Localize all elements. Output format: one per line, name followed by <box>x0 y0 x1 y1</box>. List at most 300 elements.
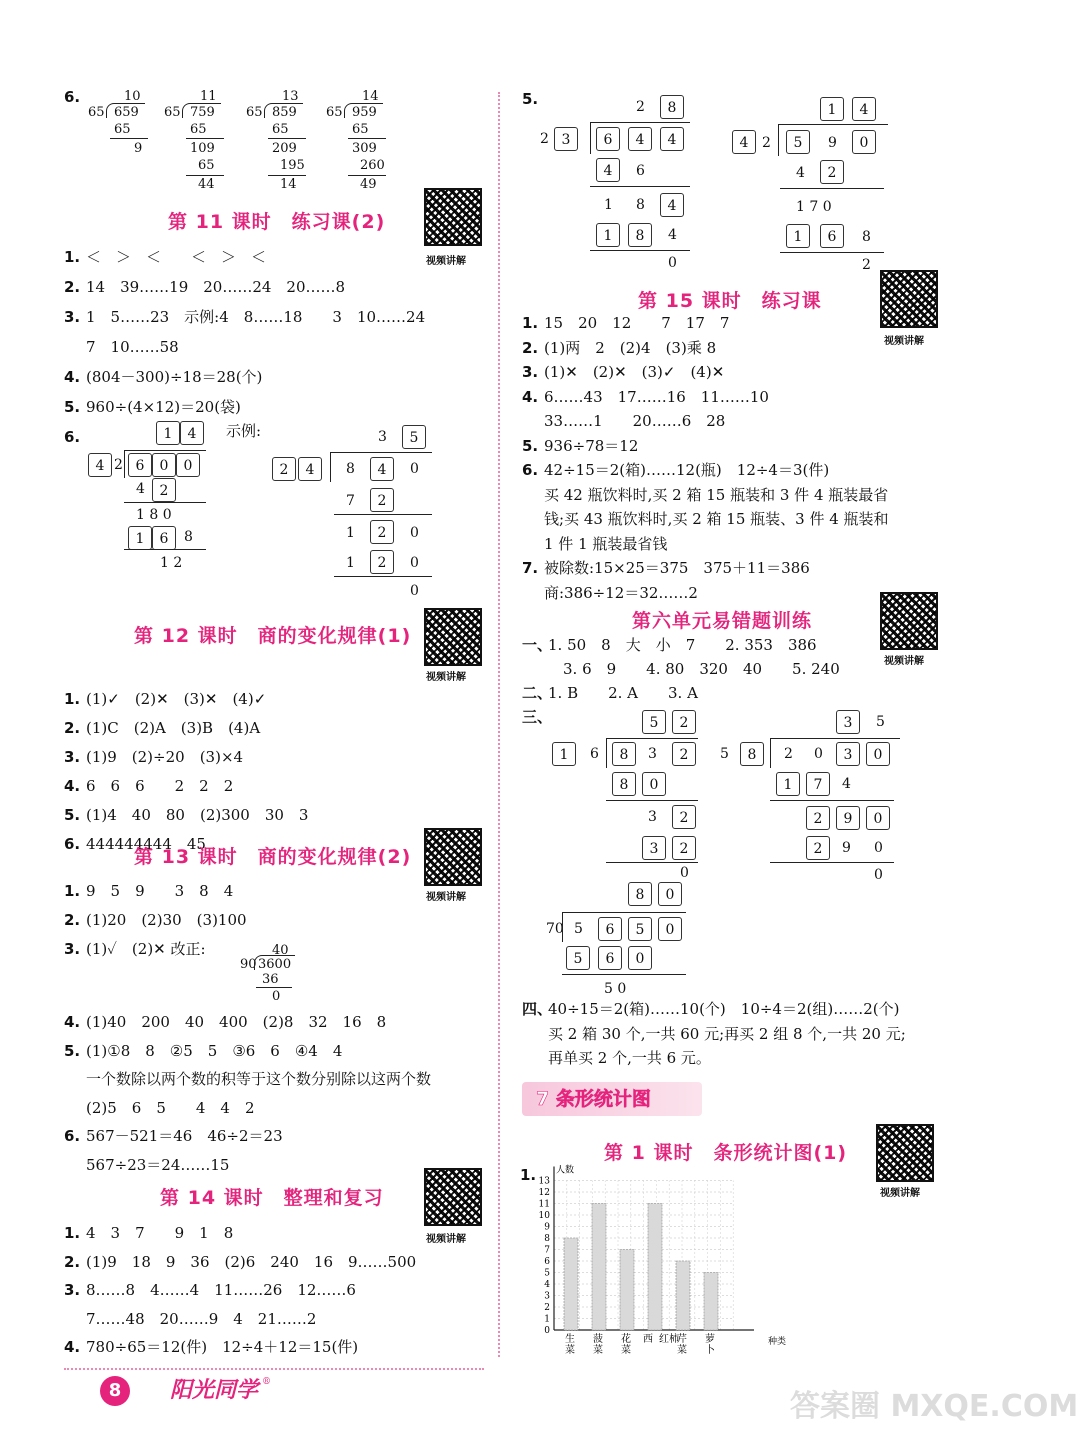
x-tick-label: 菜 <box>593 1345 603 1356</box>
answer-text: 14 39……19 20……24 20……8 <box>86 278 346 296</box>
digit-box: 8 <box>660 95 684 119</box>
x-tick-label: 红 <box>659 1334 669 1345</box>
digit-box: 1 <box>552 742 576 766</box>
digit-box: 2 <box>272 457 296 481</box>
item-number: 一、 <box>522 636 553 654</box>
y-tick-label: 8 <box>544 1234 550 1244</box>
rule-line <box>770 738 900 739</box>
digit-box: 8 <box>628 882 652 906</box>
partial: 65 <box>352 122 369 137</box>
bracket-line <box>330 452 331 482</box>
digit: 6 <box>590 746 599 762</box>
digit: 5 <box>876 714 885 730</box>
digit-box: 7 <box>806 772 830 796</box>
item-number: 5. <box>64 806 81 824</box>
rule-line <box>348 138 386 139</box>
item-number: 1. <box>522 314 539 332</box>
answer-text: 4 3 7 9 1 8 <box>86 1224 234 1242</box>
digit-box: 4 <box>88 453 112 477</box>
remainder: 209 <box>272 141 297 156</box>
digit: 5 0 <box>604 981 627 997</box>
rule-line <box>186 138 224 139</box>
digit-box: 4 <box>298 457 322 481</box>
answer-text: (804－300)÷18＝28(个) <box>86 368 263 386</box>
answer-text: 960÷(4×12)＝20(袋) <box>86 398 241 416</box>
digit-box: 6 <box>598 917 622 941</box>
digit-box: 0 <box>658 882 682 906</box>
digit-box: 0 <box>658 917 682 941</box>
example-label: 示例: <box>226 422 262 440</box>
bracket-line <box>124 450 125 478</box>
answer-text: 42÷15＝2(箱)……12(瓶) 12÷4＝3(件) <box>544 461 830 479</box>
item-number: 4. <box>64 1013 81 1031</box>
heading-lesson-14: 第 14 课时 整理和复习 <box>160 1187 384 1209</box>
answer-text: (1)两 2 (2)4 (3)乘 8 <box>544 338 717 357</box>
item-number: 3. <box>64 308 81 326</box>
answer-text: 1. 50 8 大 小 7 2. 353 386 <box>548 636 817 654</box>
item-number: 二、 <box>522 684 553 702</box>
answer-text: (1)9 18 9 36 (2)6 240 16 9……500 <box>86 1252 417 1271</box>
qr-label: 视频讲解 <box>426 672 466 683</box>
bracket-line <box>778 124 779 156</box>
y-tick-label: 2 <box>544 1303 550 1313</box>
digit: 9 <box>828 135 837 151</box>
remainder: 14 <box>280 177 297 192</box>
digit-box: 1 <box>596 223 620 247</box>
digit: 3 <box>378 429 387 445</box>
rule-line <box>562 974 686 975</box>
dividend: 859 <box>272 105 297 120</box>
remainder: 109 <box>190 141 215 156</box>
y-axis-label: 人数 <box>556 1165 575 1176</box>
rule-line <box>268 175 306 176</box>
answer-text: 买 2 箱 30 个,一共 60 元;再买 2 组 8 个,一共 20 元; <box>548 1024 906 1043</box>
item-number: 4. <box>64 777 81 795</box>
rule-line <box>110 138 148 139</box>
qr-label: 视频讲解 <box>426 256 466 267</box>
remainder: 309 <box>352 141 377 156</box>
answer-text: 被除数:15×25＝375 375＋11＝386 <box>544 559 810 577</box>
bracket-line <box>606 738 607 768</box>
item-number: 2. <box>64 719 81 737</box>
digit-box: 0 <box>866 806 890 830</box>
answer-text: (1)✓ (2)✕ (3)✕ (4)✓ <box>86 690 267 708</box>
chart-q-label: 1. <box>520 1166 537 1184</box>
divisor: 65 <box>246 105 263 120</box>
digit: 8 <box>184 529 193 545</box>
rule-line <box>268 138 306 139</box>
digit-box: 6 <box>820 224 844 248</box>
item-number: 5. <box>522 436 539 455</box>
digit: 1 7 0 <box>796 199 832 215</box>
item-number: 4. <box>64 368 81 386</box>
digit-box: 0 <box>176 453 200 477</box>
quotient: 40 <box>272 943 289 958</box>
bar-菠菜 <box>592 1204 606 1331</box>
qr-code-icon <box>880 592 938 650</box>
digit-box: 5 <box>402 425 426 449</box>
qr-label: 视频讲解 <box>426 892 466 903</box>
item-number: 3. <box>64 748 81 766</box>
answer-text: (1)9 (2)÷20 (3)×4 <box>86 748 244 766</box>
bar-西红柿 <box>648 1204 662 1331</box>
y-tick-label: 3 <box>544 1291 550 1302</box>
watermark: 答案圈 MXQE.COM <box>790 1389 1078 1424</box>
qr-label: 视频讲解 <box>884 656 924 667</box>
dividend: 3600 <box>258 957 292 972</box>
digit-box: 3 <box>836 742 860 766</box>
divisor: 65 <box>164 105 181 120</box>
digit-box: 4 <box>732 130 756 154</box>
item-number: 1. <box>64 690 81 708</box>
item-number: 1. <box>64 248 81 266</box>
rule-line <box>124 450 206 451</box>
digit-box: 0 <box>852 130 876 154</box>
q6-label: 6. <box>64 88 81 106</box>
item-number: 三、 <box>522 708 553 726</box>
answer-text: 567÷23＝24……15 <box>86 1155 230 1174</box>
answer-text: 7……48 20……9 4 21……2 <box>86 1309 317 1328</box>
unit-banner <box>522 1082 702 1116</box>
item-number: 2. <box>64 1252 81 1271</box>
digit-box: 1 <box>156 421 180 445</box>
digit: 7 <box>346 493 355 509</box>
rule-line <box>770 862 894 863</box>
x-tick-label: 菜 <box>677 1345 687 1356</box>
digit-box: 2 <box>152 478 176 502</box>
rule-line <box>124 549 206 550</box>
item-number: 6. <box>522 461 539 479</box>
digit: 0 <box>410 555 419 571</box>
answer-text: 9 5 9 3 8 4 <box>86 882 234 900</box>
answer-text: 1. B 2. A 3. A <box>548 684 698 702</box>
bar-芹菜 <box>676 1261 690 1330</box>
digit-box: 4 <box>660 127 684 151</box>
x-axis-label: 种类 <box>768 1337 787 1347</box>
y-tick-label: 7 <box>544 1245 550 1256</box>
item-number: 7. <box>522 559 539 577</box>
answer-text: ＜ ＞ ＜ ＜ ＞ ＜ <box>86 248 267 266</box>
x-tick-label: 西 <box>643 1334 653 1345</box>
digit-box: 5 <box>628 917 652 941</box>
remainder: 49 <box>360 177 377 192</box>
digit-box: 0 <box>642 772 666 796</box>
rule-line <box>606 800 698 801</box>
heading-lesson-11: 第 11 课时 练习课(2) <box>168 211 386 233</box>
digit-box: 2 <box>672 805 696 829</box>
x-tick-label: 花 <box>621 1334 631 1345</box>
digit-box: 4 <box>628 127 652 151</box>
digit: 2 <box>540 131 549 147</box>
dividend: 959 <box>352 105 377 120</box>
y-tick-label: 1 <box>544 1314 550 1325</box>
digit-box: 1 <box>128 526 152 550</box>
rule-line <box>330 452 432 453</box>
digit-box: 5 <box>642 710 666 734</box>
digit-box: 2 <box>370 550 394 574</box>
rule-line <box>780 188 884 189</box>
item-number: 2. <box>522 338 539 357</box>
digit: 4 <box>136 481 145 497</box>
digit: 4 <box>796 165 805 181</box>
rule-line <box>348 175 386 176</box>
answer-text: 7 10……58 <box>86 338 179 356</box>
digit: 2 <box>114 457 123 473</box>
digit-box: 2 <box>672 742 696 766</box>
heading-unit-errors: 第六单元易错题训练 <box>632 610 813 632</box>
x-tick-label: 菜 <box>565 1345 575 1356</box>
answer-text: (1)C (2)A (3)B (4)A <box>86 719 261 737</box>
digit: 1 <box>604 197 613 213</box>
x-tick-label: 菠 <box>593 1334 603 1345</box>
digit: 2 <box>636 99 645 115</box>
remainder: 9 <box>134 141 143 156</box>
partial: 65 <box>272 122 289 137</box>
digit: 1 <box>346 525 355 541</box>
digit-box: 9 <box>836 806 860 830</box>
item-number: 四、 <box>522 1000 553 1018</box>
digit-box: 4 <box>660 193 684 217</box>
digit-box: 5 <box>786 130 810 154</box>
digit-box: 8 <box>612 742 636 766</box>
answer-text: 钱;买 43 瓶饮料时,买 2 箱 15 瓶装、3 件 4 瓶装和 <box>544 510 889 528</box>
digit-box: 3 <box>554 127 578 151</box>
digit-box: 2 <box>820 160 844 184</box>
bracket-line <box>770 738 771 768</box>
rule-line <box>334 576 432 577</box>
heading-lesson-13: 第 13 课时 商的变化规律(2) <box>134 846 412 868</box>
rule-line <box>256 987 292 988</box>
digit: 8 <box>636 197 645 213</box>
digit-box: 0 <box>866 742 890 766</box>
heading-lesson-15: 第 15 课时 练习课 <box>638 290 822 312</box>
quotient: 13 <box>282 89 299 104</box>
bar-生菜 <box>564 1238 578 1330</box>
rule-line <box>590 250 690 251</box>
unit-banner-title: 7 条形统计图 <box>536 1088 651 1110</box>
digit-box: 2 <box>672 710 696 734</box>
answer-text: (1)①8 8 ②5 5 ③6 6 ④4 4 <box>86 1041 343 1060</box>
answer-text: (2)5 6 5 4 4 2 <box>86 1098 255 1117</box>
answer-text: (1)✕ (2)✕ (3)✓ (4)✕ <box>544 363 725 381</box>
digit-box: 0 <box>628 946 652 970</box>
bar-花菜 <box>620 1250 634 1331</box>
digit: 2 <box>862 257 871 273</box>
y-tick-label: 11 <box>538 1199 550 1210</box>
item-number: 1. <box>64 882 81 900</box>
answer-text: 936÷78＝12 <box>544 436 639 455</box>
item-number: 1. <box>64 1224 81 1242</box>
answer-text: 再单买 2 个,一共 6 元。 <box>548 1049 711 1067</box>
x-tick-label: 菜 <box>621 1345 631 1356</box>
digit: 3 <box>648 809 657 825</box>
digit: 8 <box>346 461 355 477</box>
digit-box: 8 <box>612 772 636 796</box>
digit: 5 <box>720 746 729 762</box>
item-number: 2. <box>64 911 81 929</box>
item-number: 3. <box>522 363 539 381</box>
answer-text: 444444444 45 <box>86 835 206 853</box>
digit: 4 <box>842 776 851 792</box>
x-tick-label: 芹 <box>677 1334 687 1345</box>
rule-line <box>590 122 690 123</box>
qr-label: 视频讲解 <box>426 1234 466 1245</box>
item-number: 6. <box>64 428 81 446</box>
brand-reg: ® <box>262 1377 271 1387</box>
remainder: 44 <box>198 177 215 192</box>
digit: 1 2 <box>160 555 183 571</box>
rule-line <box>770 800 894 801</box>
partial: 260 <box>360 158 385 173</box>
qr-code-icon <box>424 608 482 666</box>
answer-text: 567－521＝46 46÷2＝23 <box>86 1127 283 1145</box>
digit: 4 <box>668 227 677 243</box>
partial: 65 <box>114 122 131 137</box>
digit-box: 2 <box>806 806 830 830</box>
dividend: 659 <box>114 105 139 120</box>
answer-text: 3. 6 9 4. 80 320 40 5. 240 <box>548 660 840 678</box>
qr-label: 视频讲解 <box>884 336 924 347</box>
answer-text: 6 6 6 2 2 2 <box>86 777 234 795</box>
rule-line <box>186 175 224 176</box>
answer-text: (1)40 200 40 400 (2)8 32 16 8 <box>86 1013 387 1031</box>
qr-code-icon <box>880 270 938 328</box>
answer-text: 一个数除以两个数的积等于这个数分别除以这两个数 <box>86 1070 432 1088</box>
y-tick-label: 10 <box>538 1211 550 1221</box>
y-tick-label: 5 <box>544 1268 550 1279</box>
footer-rule <box>64 1368 484 1370</box>
brand-logo: 阳光同学 <box>170 1378 259 1403</box>
qr-code-icon <box>424 828 482 886</box>
quotient: 11 <box>200 89 217 104</box>
digit-box: 3 <box>836 710 860 734</box>
item-number: 5. <box>64 398 81 416</box>
digit: 8 <box>862 229 871 245</box>
digit-box: 2 <box>370 520 394 544</box>
y-tick-label: 12 <box>538 1188 550 1198</box>
bracket-line <box>590 122 591 154</box>
rule-line <box>606 738 698 739</box>
item-number: 4. <box>522 387 539 406</box>
digit-box: 4 <box>370 457 394 481</box>
digit: 5 <box>574 921 583 937</box>
digit: 0 <box>680 865 689 881</box>
remainder: 0 <box>272 989 281 1004</box>
y-tick-label: 13 <box>538 1176 550 1187</box>
quotient: 10 <box>124 89 141 104</box>
digit: 0 <box>668 255 677 271</box>
digit-box: 4 <box>596 158 620 182</box>
item-number: 2. <box>64 278 81 296</box>
item-number: 5. <box>64 1041 81 1060</box>
digit-box: 1 <box>776 772 800 796</box>
rule-line <box>124 502 206 503</box>
digit: 0 <box>410 461 419 477</box>
digit-box: 1 <box>786 224 810 248</box>
digit-box: 2 <box>806 836 830 860</box>
digit-box: 8 <box>740 742 764 766</box>
digit: 0 <box>410 583 419 599</box>
item-number: 3. <box>64 1281 81 1299</box>
item-number: 3. <box>64 940 81 958</box>
digit-box: 6 <box>128 453 152 477</box>
answer-text: 40÷15＝2(箱)……10(个) 10÷4＝2(组)……2(个) <box>548 1000 900 1018</box>
partial: 195 <box>280 158 305 173</box>
rule-line <box>334 514 432 515</box>
partial: 36 <box>262 972 279 987</box>
partial: 65 <box>198 158 215 173</box>
partial: 65 <box>190 122 207 137</box>
rule-line <box>562 912 686 913</box>
digit-box: 5 <box>566 946 590 970</box>
digit-box: 3 <box>642 836 666 860</box>
digit: 0 <box>814 746 823 762</box>
answer-text: 15 20 12 7 17 7 <box>544 314 730 332</box>
answer-text: 33……1 20……6 28 <box>544 412 726 430</box>
qr-code-icon <box>424 1168 482 1226</box>
y-tick-label: 4 <box>544 1280 550 1290</box>
item-number: 4. <box>64 1338 81 1356</box>
x-tick-label: 萝 <box>705 1334 715 1345</box>
qr-code-icon <box>424 188 482 246</box>
digit: 3 <box>648 746 657 762</box>
qr-label: 视频讲解 <box>880 1188 920 1199</box>
digit-box: 0 <box>152 453 176 477</box>
y-tick-label: 9 <box>544 1222 550 1233</box>
heading-bar-chart-1: 第 1 课时 条形统计图(1) <box>604 1142 848 1164</box>
heading-lesson-12: 第 12 课时 商的变化规律(1) <box>134 625 412 647</box>
digit: 9 <box>842 840 851 856</box>
bar-萝卜 <box>704 1273 718 1331</box>
digit-box: 1 <box>820 97 844 121</box>
rule-line <box>778 124 888 125</box>
x-tick-label: 生 <box>565 1334 575 1345</box>
bracket-line <box>562 912 563 942</box>
digit-box: 6 <box>598 946 622 970</box>
quotient: 14 <box>362 89 379 104</box>
answer-text: (1)20 (2)30 (3)100 <box>86 911 247 929</box>
digit-box: 6 <box>152 526 176 550</box>
digit: 70 <box>546 921 564 937</box>
rule-line <box>606 862 698 863</box>
digit-box: 2 <box>672 836 696 860</box>
x-tick-label: 卜 <box>705 1345 715 1356</box>
digit: 0 <box>410 525 419 541</box>
digit-box: 6 <box>596 127 620 151</box>
answer-text: 6……43 17……16 11……10 <box>544 387 769 406</box>
divisor: 65 <box>326 105 343 120</box>
item-number: 6. <box>64 835 81 853</box>
y-tick-label: 6 <box>544 1257 550 1267</box>
rule-line <box>780 252 884 253</box>
digit: 0 <box>874 867 883 883</box>
digit: 6 <box>636 163 645 179</box>
digit: 0 <box>874 840 883 856</box>
answer-text: (1)4 40 80 (2)300 30 3 <box>86 806 309 824</box>
answer-text: 780÷65＝12(件) 12÷4＋12＝15(件) <box>86 1338 359 1356</box>
digit: 1 8 0 <box>136 507 172 523</box>
y-tick-label: 0 <box>544 1326 550 1336</box>
digit: 1 <box>346 555 355 571</box>
column-divider <box>498 92 500 1357</box>
qr-code-icon <box>876 1124 934 1182</box>
answer-text: 1 5……23 示例:4 8……18 3 10……24 <box>86 308 426 326</box>
digit-box: 2 <box>370 488 394 512</box>
digit: 2 <box>784 746 793 762</box>
dividend: 759 <box>190 105 215 120</box>
answer-text: 1 件 1 瓶装最省钱 <box>544 534 668 553</box>
page-number: 8 <box>100 1376 130 1406</box>
